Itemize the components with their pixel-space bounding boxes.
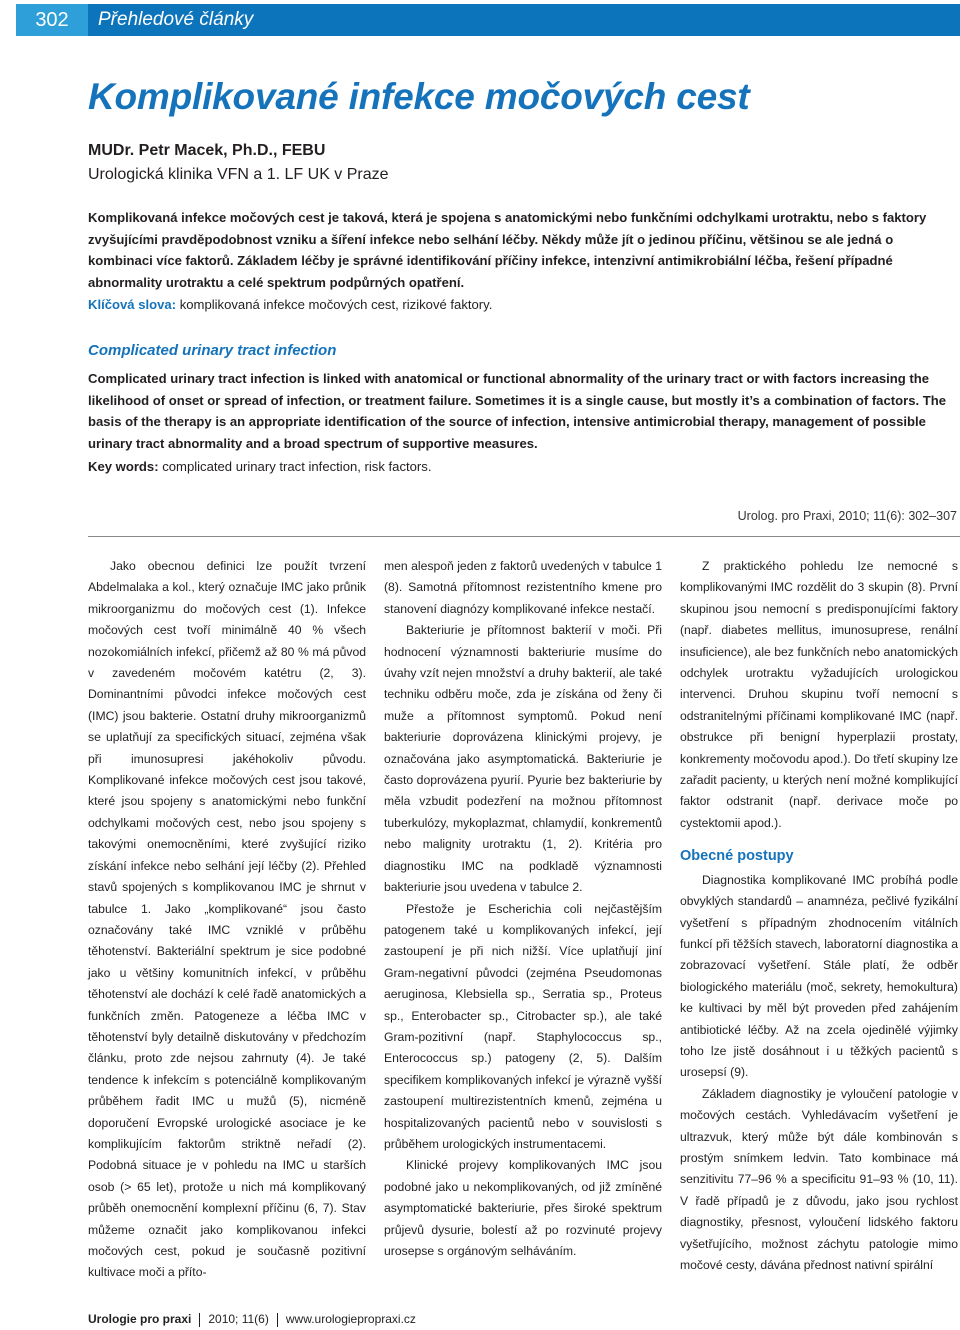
section-heading: Obecné postupy	[680, 848, 794, 865]
paragraph: men alespoň jeden z faktorů uvedených v tabulce 1 (8). Samotná přítomnost rezistentního kmene pro stanovení diagnózy komplikované infekce nestačí.	[384, 559, 662, 616]
keywords-cz	[88, 297, 492, 312]
article-title: Komplikované infekce močových cest	[88, 76, 750, 117]
page-header	[0, 0, 960, 40]
abstract-cz	[88, 207, 960, 293]
section-label: Přehledové články	[88, 4, 960, 36]
keywords-en	[88, 459, 431, 474]
keywords-cz-text: komplikovaná infekce močových cest, rizikové faktory.	[179, 297, 493, 312]
paragraph: Klinické projevy komplikovaných IMC jsou podobné jako u nekomplikovaných, od již zmíněné asymptomatické bakteriurie, přes široké spektrum průjevů dysurie, bolestí až po rozvinuté projevy urosepse s orgánovým selháváním.	[384, 1158, 662, 1258]
paragraph: Z praktického pohledu lze nemocné s komplikovanými IMC rozdělit do 3 skupin (8). První skupinou jsou nemocní s predisponujícími faktory (např. diabetes mellitus, imunosuprese, renální insuficience), ale bez funkčních nebo anatomických odchylek urotraktu vyžadujících urologickou intervenci. Druhou skupinu tvoří nemocní s odstranitelnými příčinami komplikované IMC (např. obstrukce při benigní hyperplazii prostaty, konkrementy močovodu apod.). Do třetí skupiny lze zařadit pacienty, u kterých není možné komplikující faktor odstranit (např. derivace moče po cystektomii apod.).	[680, 559, 958, 830]
body-column-3	[680, 556, 958, 1276]
keywords-en-text: complicated urinary tract infection, risk factors.	[162, 459, 432, 474]
page-footer	[88, 1312, 416, 1327]
footer-separator	[199, 1313, 200, 1327]
article-author: MUDr. Petr Macek, Ph.D., FEBU	[88, 142, 326, 159]
paragraph: Diagnostika komplikované IMC probíhá podle obvyklých standardů – anamnéza, pečlivé fyzikální vyšetření s případným zhodnocením vitálních funkcí při těžších stavech, laboratorní diagnostika a zobrazovací vyšetření. Stále platí, že odběr biologického materiálu (moč, sekrety, hemokultura) ke kultivaci by měl být proveden před zahájením antibiotické léčby. Až na zcela ojedinělé výjimky toho lze jistě dosáhnout i u těžkých pacientů s urosepsí (9).	[680, 872, 958, 1080]
citation: Urolog. pro Praxi, 2010; 11(6): 302–307	[737, 509, 957, 523]
footer-url[interactable]: www.urologiepropraxi.cz	[285, 1312, 416, 1326]
footer-journal: Urologie pro praxi	[88, 1312, 192, 1326]
body-column-2	[384, 556, 662, 1262]
keywords-en-label: Key words:	[88, 459, 159, 474]
footer-issue: 2010; 11(6)	[208, 1312, 269, 1326]
body-column-1	[88, 556, 366, 1284]
paragraph: Přestože je Escherichia coli nejčastějším patogenem také u komplikovaných infekcí, její zastoupení je při nich nižší. Více uplatňují jiní Gram-negativní původci (zejména Pseudomonas aeruginosa, Klebsiella sp., Serratia sp., Proteus sp., Enterobacter sp., Citrobacter sp.), ale také Gram-pozitivní (např. Staphylococcus sp., Enterococcus sp.) patogeny (2, 5). Dalším specifikem komplikovaných infekcí je výrazně vyšší zastoupení multirezistentních kmenů, zejména u hospitalizovaných pacientů nebo v souvislosti s průběhem urologických instrumentacemi.	[384, 901, 662, 1151]
paragraph: Jako obecnou definici lze použít tvrzení Abdelmalaka a kol., který označuje IMC jako průnik mikroorganizmu do močových cest (1). Infekce močových cest tvoří minimálně 40 % všech nozokomiálních infekcí, přičemž až 80 % má původ v zavedeném močovém katétru (2, 3). Dominantními původci infekce močových cest (IMC) jsou bakterie. Ostatní druhy mikroorganizmů se uplatňují za specifických situací, zejména však při imunosupresi jakéhokoliv původu. Komplikované infekce močových cest jsou takové, které jsou spojeny s anatomickými nebo funkční odchylkami močových cest, nebo jsou spojeny s takovými onemocněními, které zvyšující riziko získání infekce nebo selhání její léčby (2). Přehled stavů spojených s komplikovanou IMC je shrnut v tabulce 1. Jako „komplikované“ jsou často označovány také IMC vzniklé v průběhu těhotenství. Bakteriální spektrum je sice podobné jako u většiny komunitních infekcí, v průběhu těhotenství ale dochází k celé řadě anatomických a funkčních změn. Patogeneze a léčba IMC v těhotenství byly detailně diskutovány v předchozím článku, proto zde nejsou zahrnuty (4). Je také tendence k infekcím s potenciálně komplikovaným průběhem řadit IMC u mužů (5), nicméně doporučení Evropské urologické asociace je ke komplikujícím faktorům striktně neřadí (2). Podobná situace je v pohledu na IMC u starších osob (> 65 let), protože u nich má komplikovaný průběh onemocnění komplexní příčinu (6, 7). Stav můžeme označit jako komplikovanou infekci močových cest, pokud je současně pozitivní kultivace moči a příto-	[88, 559, 366, 1280]
abstract-en: Complicated urinary tract infection is linked with anatomical or functional abnormality of the urinary tract or with factors increasing the likelihood of onset or spread of infection, or treatment failure. Sometimes it is a single cause, but mostly it’s a combination of factors. The basis of the therapy is an appropriate identification of the source of infection, intensive antimicrobial therapy, management of possible urinary tract abnormality and a broad spectrum of supportive measures.	[88, 371, 947, 451]
english-title: Complicated urinary tract infection	[88, 342, 337, 359]
article-affiliation: Urologická klinika VFN a 1. LF UK v Praze	[88, 166, 389, 183]
footer-separator	[277, 1313, 278, 1327]
page-number: 302	[16, 4, 88, 36]
keywords-cz-label: Klíčová slova:	[88, 297, 177, 312]
abstract-cz-text: Komplikovaná infekce močových cest je taková, která je spojena s anatomickými nebo funkčními odchylkami urotraktu, nebo s faktory zvyšujícími pravděpodobnost vzniku a šíření infekce nebo selhání léčby. Někdy může jít o jedinou příčinu, většinou se ale jedná o kombinaci více faktorů. Základem léčby je správné identifikování příčiny infekce, intenzivní antimikrobiální léčba, řešení případné abnormality urotraktu a celé spektrum podpůrných opatření.	[88, 210, 927, 290]
divider	[88, 536, 960, 537]
paragraph: Základem diagnostiky je vyloučení patologie v močových cestách. Vyhledávacím vyšetření je ultrazvuk, který může být dále kombinován s prostým snímkem ledvin. Tato kombinace má senzitivitu 77–96 % a specificitu 91–93 % (10, 11). V řadě případů je z důvodu, jako jsou rychlost diagnostiky, přesnost, vyloučení lidského faktoru vyšetřujícího, možnost záchytu patologie mimo močové cesty, dávána přednost nativní spirální	[680, 1086, 958, 1272]
paragraph: Bakteriurie je přítomnost bakterií v moči. Při hodnocení významnosti bakteriurie musíme do úvahy vzít nejen množství a druhy bakterií, ale také techniku odběru moče, zda je získána od ženy či muže a přítomnost symptomů. Pokud není bakteriurie doprovázena klinickými projevy, je označována jako asymptomatická. Bakteriurie je často doprovázena pyurií. Pyurie bez bakteriurie by měla vzbudit podezření na možnou přítomnost tuberkulózy, mykoplazmat, chlamydií, konkrementů nebo malignity urotraktu (1, 2). Kritéria pro diagnostiku IMC na podkladě významnosti bakteriurie jsou uvedena v tabulce 2.	[384, 623, 662, 895]
